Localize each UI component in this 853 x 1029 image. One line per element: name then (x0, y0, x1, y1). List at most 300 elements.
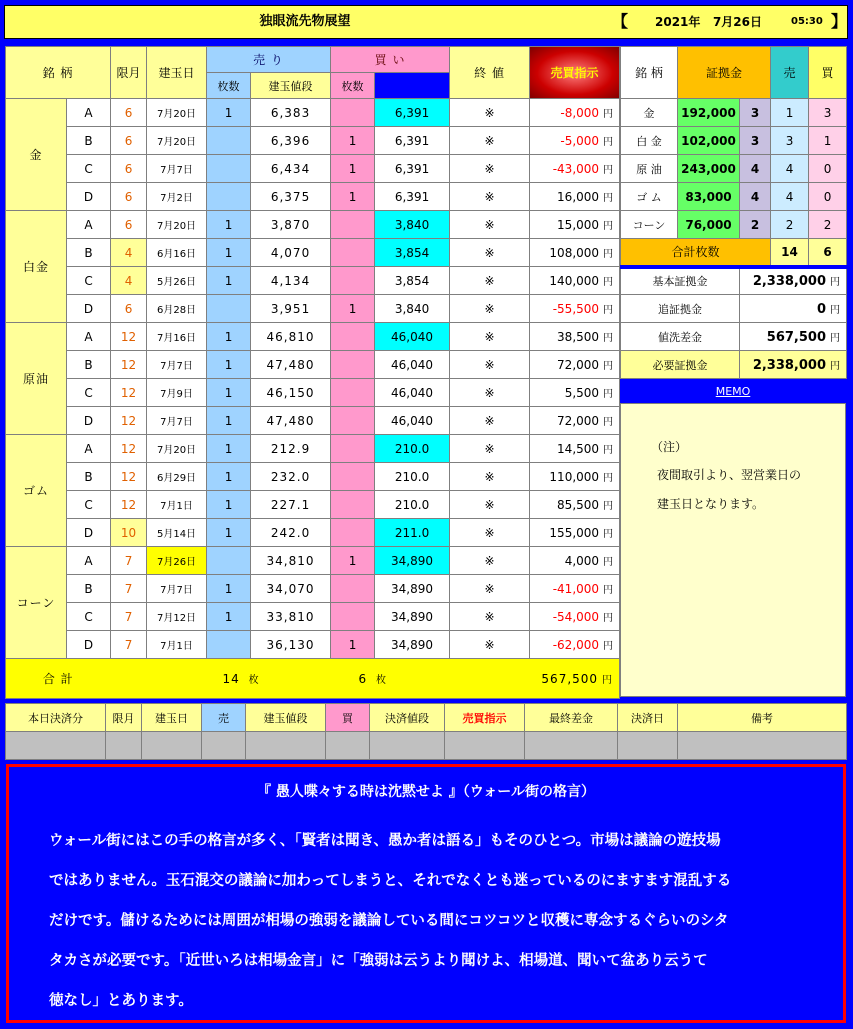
row-close: 46,040 (375, 407, 450, 435)
row-date: 6月16日 (147, 239, 207, 267)
brand-name: 白金 (6, 211, 67, 323)
margin-sell: 2 (771, 211, 809, 239)
yen-unit: 円 (603, 417, 614, 428)
settlement-header: 限月 (106, 704, 142, 732)
row-date: 7月9日 (147, 379, 207, 407)
row-close: 211.0 (375, 519, 450, 547)
total-diff-value: 567,500 (541, 672, 599, 686)
row-close: 3,854 (375, 267, 450, 295)
row-diff (530, 99, 620, 127)
margin-amount: 243,000 (678, 155, 740, 183)
row-instruction: ※ (450, 603, 530, 631)
margin-header-brand: 銘 柄 (621, 47, 678, 99)
total-spacer (111, 659, 207, 699)
memo-link[interactable]: MEMO (715, 385, 751, 398)
row-buy-count: 1 (331, 295, 375, 323)
quote-line: ではありません。玉石混交の議論に加わってしまうと、それでなくとも迷っているのにますます混乱する (49, 873, 732, 889)
row-sell-count (207, 183, 251, 211)
table-row (6, 603, 620, 631)
row-letter: B (67, 127, 111, 155)
table-row (6, 323, 620, 351)
yen-unit: 円 (603, 361, 614, 372)
settlement-table (5, 703, 847, 760)
header-bar (4, 5, 848, 39)
margin-amount: 102,000 (678, 127, 740, 155)
memo-panel (620, 403, 846, 697)
row-diff (530, 407, 620, 435)
table-row (6, 379, 620, 407)
settlement-empty-cell (246, 732, 326, 760)
row-date: 6月28日 (147, 295, 207, 323)
row-close: 34,890 (375, 631, 450, 659)
total-sell-value: 14 (222, 672, 240, 686)
row-letter: B (67, 575, 111, 603)
row-diff (530, 435, 620, 463)
margin-units: 3 (740, 127, 771, 155)
yen-unit: 円 (603, 613, 614, 624)
row-month: 12 (111, 379, 147, 407)
margin-summary-row (621, 295, 847, 323)
row-sell-count (207, 295, 251, 323)
row-letter: A (67, 323, 111, 351)
diff-value: 140,000 (549, 274, 600, 288)
margin-sell: 4 (771, 183, 809, 211)
yen-unit: 円 (603, 473, 614, 484)
row-sell-count: 1 (207, 575, 251, 603)
row-date: 7月1日 (147, 491, 207, 519)
margin-header-sell: 売 (771, 47, 809, 99)
row-letter: A (67, 435, 111, 463)
row-diff (530, 155, 620, 183)
yen-unit: 円 (603, 501, 614, 512)
row-buy-count (331, 267, 375, 295)
row-buy-count: 1 (331, 631, 375, 659)
margin-brand: ゴ ム (621, 183, 678, 211)
row-diff (530, 323, 620, 351)
page-title: 独眼流先物展望 (259, 14, 351, 29)
row-diff (530, 575, 620, 603)
margin-buy: 0 (809, 183, 847, 211)
margin-row (621, 183, 847, 211)
diff-value: 108,000 (549, 246, 600, 260)
diff-value: -5,000 (560, 134, 600, 148)
summary-amount: 567,500 (766, 329, 827, 345)
summary-value (740, 351, 847, 379)
diff-value: 72,000 (557, 414, 600, 428)
row-month: 6 (111, 155, 147, 183)
table-row (6, 519, 620, 547)
row-month: 7 (111, 575, 147, 603)
header-date: 2021年 7月26日 (655, 15, 763, 29)
margin-buy: 2 (809, 211, 847, 239)
row-buy-count: 1 (331, 155, 375, 183)
row-instruction: ※ (450, 127, 530, 155)
margin-header-amount: 証拠金 (678, 47, 771, 99)
row-month: 12 (111, 491, 147, 519)
diff-value: -41,000 (552, 582, 600, 596)
margin-buy: 1 (809, 127, 847, 155)
row-letter: A (67, 99, 111, 127)
row-letter: B (67, 351, 111, 379)
settlement-empty-cell (618, 732, 678, 760)
row-month: 6 (111, 295, 147, 323)
row-sell-count (207, 127, 251, 155)
row-buy-count: 1 (331, 547, 375, 575)
row-buy-count (331, 407, 375, 435)
settlement-header: 売 (202, 704, 246, 732)
diff-value: 85,500 (557, 498, 600, 512)
table-row (6, 211, 620, 239)
header-buy-count: 枚数 (331, 73, 375, 99)
header-sell: 売 り (207, 47, 331, 73)
settlement-header: 決済日 (618, 704, 678, 732)
row-price: 242.0 (251, 519, 331, 547)
margin-brand: 金 (621, 99, 678, 127)
row-buy-count (331, 239, 375, 267)
row-price: 33,810 (251, 603, 331, 631)
margin-amount: 192,000 (678, 99, 740, 127)
margin-header-buy: 買 (809, 47, 847, 99)
settlement-header: 買 (326, 704, 370, 732)
settlement-header: 備考 (678, 704, 847, 732)
row-date: 7月7日 (147, 575, 207, 603)
header-close: 終 値 (450, 47, 530, 99)
row-date: 7月20日 (147, 99, 207, 127)
row-close: 46,040 (375, 323, 450, 351)
row-instruction: ※ (450, 155, 530, 183)
margin-summary-row (621, 323, 847, 351)
row-sell-count: 1 (207, 519, 251, 547)
header-date: 建玉日 (147, 47, 207, 99)
row-sell-count: 1 (207, 603, 251, 631)
margin-total-buy: 6 (809, 239, 847, 267)
row-date: 6月29日 (147, 463, 207, 491)
row-close: 210.0 (375, 491, 450, 519)
margin-row (621, 99, 847, 127)
yen-unit: 円 (603, 165, 614, 176)
header-sell-count: 枚数 (207, 73, 251, 99)
yen-unit: 円 (603, 277, 614, 288)
row-date: 7月20日 (147, 127, 207, 155)
margin-brand: 原 油 (621, 155, 678, 183)
quote-title: 『 愚人喋々する時は沈黙せよ 』（ウォール街の格言） (257, 784, 595, 800)
settlement-empty-cell (326, 732, 370, 760)
margin-units: 4 (740, 183, 771, 211)
row-sell-count (207, 631, 251, 659)
row-price: 6,434 (251, 155, 331, 183)
row-date: 5月26日 (147, 267, 207, 295)
row-month: 12 (111, 463, 147, 491)
header-brand: 銘 柄 (6, 47, 111, 99)
row-buy-count (331, 99, 375, 127)
row-instruction: ※ (450, 267, 530, 295)
row-sell-count: 1 (207, 267, 251, 295)
summary-label: 必要証拠金 (621, 351, 740, 379)
yen-unit: 円 (603, 137, 614, 148)
row-price: 232.0 (251, 463, 331, 491)
row-letter: C (67, 603, 111, 631)
diff-value: -43,000 (552, 162, 600, 176)
row-letter: A (67, 547, 111, 575)
row-diff (530, 183, 620, 211)
margin-table (620, 46, 847, 379)
settlement-empty-cell (6, 732, 106, 760)
row-letter: A (67, 211, 111, 239)
row-sell-count (207, 155, 251, 183)
diff-value: -55,500 (552, 302, 600, 316)
row-instruction: ※ (450, 575, 530, 603)
yen-unit: 円 (603, 109, 614, 120)
row-buy-count (331, 323, 375, 351)
row-instruction: ※ (450, 211, 530, 239)
yen-unit: 円 (830, 304, 841, 316)
settlement-empty-cell (445, 732, 525, 760)
summary-label: 追証拠金 (621, 295, 740, 323)
yen-unit: 円 (830, 360, 841, 372)
row-sell-count (207, 547, 251, 575)
yen-unit: 円 (603, 585, 614, 596)
diff-value: 16,000 (557, 190, 600, 204)
row-close: 210.0 (375, 435, 450, 463)
row-month: 12 (111, 323, 147, 351)
table-row (6, 631, 620, 659)
diff-value: -54,000 (552, 610, 600, 624)
row-letter: B (67, 463, 111, 491)
yen-unit: 円 (603, 445, 614, 456)
row-buy-count (331, 435, 375, 463)
row-month: 6 (111, 127, 147, 155)
header-month: 限月 (111, 47, 147, 99)
row-close: 6,391 (375, 99, 450, 127)
row-instruction: ※ (450, 631, 530, 659)
yen-unit: 円 (603, 305, 614, 316)
table-row (6, 155, 620, 183)
row-diff (530, 211, 620, 239)
settlement-empty-cell (525, 732, 618, 760)
row-date: 7月7日 (147, 155, 207, 183)
table-row (6, 575, 620, 603)
row-letter: D (67, 631, 111, 659)
row-instruction: ※ (450, 491, 530, 519)
bracket-open: 【 (612, 12, 629, 31)
row-date: 7月16日 (147, 323, 207, 351)
margin-brand: コーン (621, 211, 678, 239)
row-close: 6,391 (375, 155, 450, 183)
brand-name: 金 (6, 99, 67, 211)
row-letter: B (67, 239, 111, 267)
memo-line: 夜間取引より、翌営業日の (657, 468, 802, 482)
row-diff (530, 379, 620, 407)
row-date: 7月7日 (147, 407, 207, 435)
row-sell-count: 1 (207, 323, 251, 351)
row-date: 7月1日 (147, 631, 207, 659)
row-month: 6 (111, 183, 147, 211)
row-instruction: ※ (450, 407, 530, 435)
row-diff (530, 491, 620, 519)
brand-name: 原油 (6, 323, 67, 435)
margin-sell: 4 (771, 155, 809, 183)
table-row (6, 547, 620, 575)
table-row (6, 267, 620, 295)
header-buy: 買 い (331, 47, 450, 73)
row-month: 12 (111, 407, 147, 435)
yen-unit: 円 (603, 641, 614, 652)
margin-brand: 白 金 (621, 127, 678, 155)
settlement-empty-cell (370, 732, 445, 760)
margin-summary-row (621, 267, 847, 295)
row-letter: D (67, 519, 111, 547)
row-month: 6 (111, 99, 147, 127)
table-row (6, 183, 620, 211)
row-sell-count: 1 (207, 379, 251, 407)
row-instruction: ※ (450, 183, 530, 211)
quote-line: ウォール街にはこの手の格言が多く、「賢者は聞き、愚か者は語る」もそのひとつ。市場は議論の遊技場 (49, 833, 721, 849)
row-close: 3,854 (375, 239, 450, 267)
summary-value (740, 267, 847, 295)
settlement-empty-cell (106, 732, 142, 760)
row-close: 3,840 (375, 211, 450, 239)
row-price: 212.9 (251, 435, 331, 463)
row-diff (530, 239, 620, 267)
row-instruction: ※ (450, 379, 530, 407)
margin-units: 3 (740, 99, 771, 127)
row-sell-count: 1 (207, 239, 251, 267)
row-month: 7 (111, 603, 147, 631)
memo-line: （注） (651, 440, 688, 454)
row-diff (530, 267, 620, 295)
row-price: 3,870 (251, 211, 331, 239)
row-diff (530, 295, 620, 323)
margin-sell: 1 (771, 99, 809, 127)
row-month: 12 (111, 351, 147, 379)
row-month: 6 (111, 211, 147, 239)
settlement-header: 本日決済分 (6, 704, 106, 732)
row-diff (530, 127, 620, 155)
memo-line: 建玉日となります。 (657, 497, 765, 511)
summary-amount: 2,338,000 (752, 274, 827, 290)
margin-amount: 83,000 (678, 183, 740, 211)
row-instruction: ※ (450, 519, 530, 547)
row-letter: C (67, 379, 111, 407)
quote-line: 徳なし」とあります。 (49, 993, 193, 1009)
settlement-header: 決済値段 (370, 704, 445, 732)
settlement-header: 最終差金 (525, 704, 618, 732)
row-price: 34,070 (251, 575, 331, 603)
row-price: 47,480 (251, 351, 331, 379)
yen-unit: 円 (603, 333, 614, 344)
row-close: 34,890 (375, 547, 450, 575)
diff-value: 4,000 (564, 554, 600, 568)
row-instruction: ※ (450, 463, 530, 491)
row-letter: C (67, 155, 111, 183)
row-sell-count: 1 (207, 435, 251, 463)
summary-amount: 0 (816, 301, 827, 317)
row-price: 46,150 (251, 379, 331, 407)
yen-unit: 円 (830, 332, 841, 344)
diff-value: 110,000 (549, 470, 600, 484)
diff-value: 72,000 (557, 358, 600, 372)
row-sell-count: 1 (207, 351, 251, 379)
margin-summary-row (621, 351, 847, 379)
row-close: 34,890 (375, 575, 450, 603)
row-price: 34,810 (251, 547, 331, 575)
row-date: 5月14日 (147, 519, 207, 547)
table-row (6, 463, 620, 491)
margin-units: 4 (740, 155, 771, 183)
diff-value: -8,000 (560, 106, 600, 120)
summary-value (740, 323, 847, 351)
diff-value: 5,500 (564, 386, 600, 400)
total-label: 合 計 (6, 659, 111, 699)
row-buy-count (331, 491, 375, 519)
yen-unit: 円 (603, 221, 614, 232)
row-month: 12 (111, 435, 147, 463)
row-date: 7月7日 (147, 351, 207, 379)
row-buy-count (331, 603, 375, 631)
margin-row (621, 211, 847, 239)
settlement-header: 売買指示 (445, 704, 525, 732)
row-month: 4 (111, 239, 147, 267)
row-price: 47,480 (251, 407, 331, 435)
summary-label: 基本証拠金 (621, 267, 740, 295)
yen-unit: 円 (830, 277, 841, 289)
row-price: 6,383 (251, 99, 331, 127)
margin-total-row (621, 239, 847, 267)
quote-line: だけです。儲けるためには周囲が相場の強弱を議論している間にコツコツと収穫に専念するぐらいのシタ (49, 913, 729, 929)
row-buy-count (331, 519, 375, 547)
margin-sell: 3 (771, 127, 809, 155)
row-sell-count: 1 (207, 463, 251, 491)
quote-box (6, 764, 846, 1023)
row-sell-count: 1 (207, 407, 251, 435)
summary-value (740, 295, 847, 323)
row-buy-count (331, 351, 375, 379)
margin-units: 2 (740, 211, 771, 239)
row-price: 3,951 (251, 295, 331, 323)
row-diff (530, 351, 620, 379)
row-price: 4,070 (251, 239, 331, 267)
row-month: 4 (111, 267, 147, 295)
row-diff (530, 519, 620, 547)
yen-unit: 円 (603, 557, 614, 568)
margin-amount: 76,000 (678, 211, 740, 239)
yen-unit: 円 (603, 389, 614, 400)
row-instruction: ※ (450, 239, 530, 267)
row-buy-count: 1 (331, 127, 375, 155)
row-month: 10 (111, 519, 147, 547)
row-instruction: ※ (450, 99, 530, 127)
row-buy-count (331, 211, 375, 239)
diff-value: -62,000 (552, 638, 600, 652)
row-close: 6,391 (375, 127, 450, 155)
table-row (6, 127, 620, 155)
row-close: 46,040 (375, 351, 450, 379)
row-date: 7月12日 (147, 603, 207, 631)
row-price: 227.1 (251, 491, 331, 519)
quote-line: タカさが必要です。「近世いろは相場金言」に「強弱は云うより聞けよ、相場道、聞いて盆あり云うて (49, 953, 708, 969)
yen-unit: 円 (602, 675, 614, 686)
unit: 枚 (248, 675, 260, 686)
table-row (6, 295, 620, 323)
margin-buy: 0 (809, 155, 847, 183)
total-buy (331, 659, 450, 699)
row-buy-count (331, 379, 375, 407)
header-time: 05:30 (791, 16, 823, 27)
row-buy-count (331, 463, 375, 491)
summary-label: 値洗差金 (621, 323, 740, 351)
total-diff (450, 659, 620, 699)
row-close: 34,890 (375, 603, 450, 631)
